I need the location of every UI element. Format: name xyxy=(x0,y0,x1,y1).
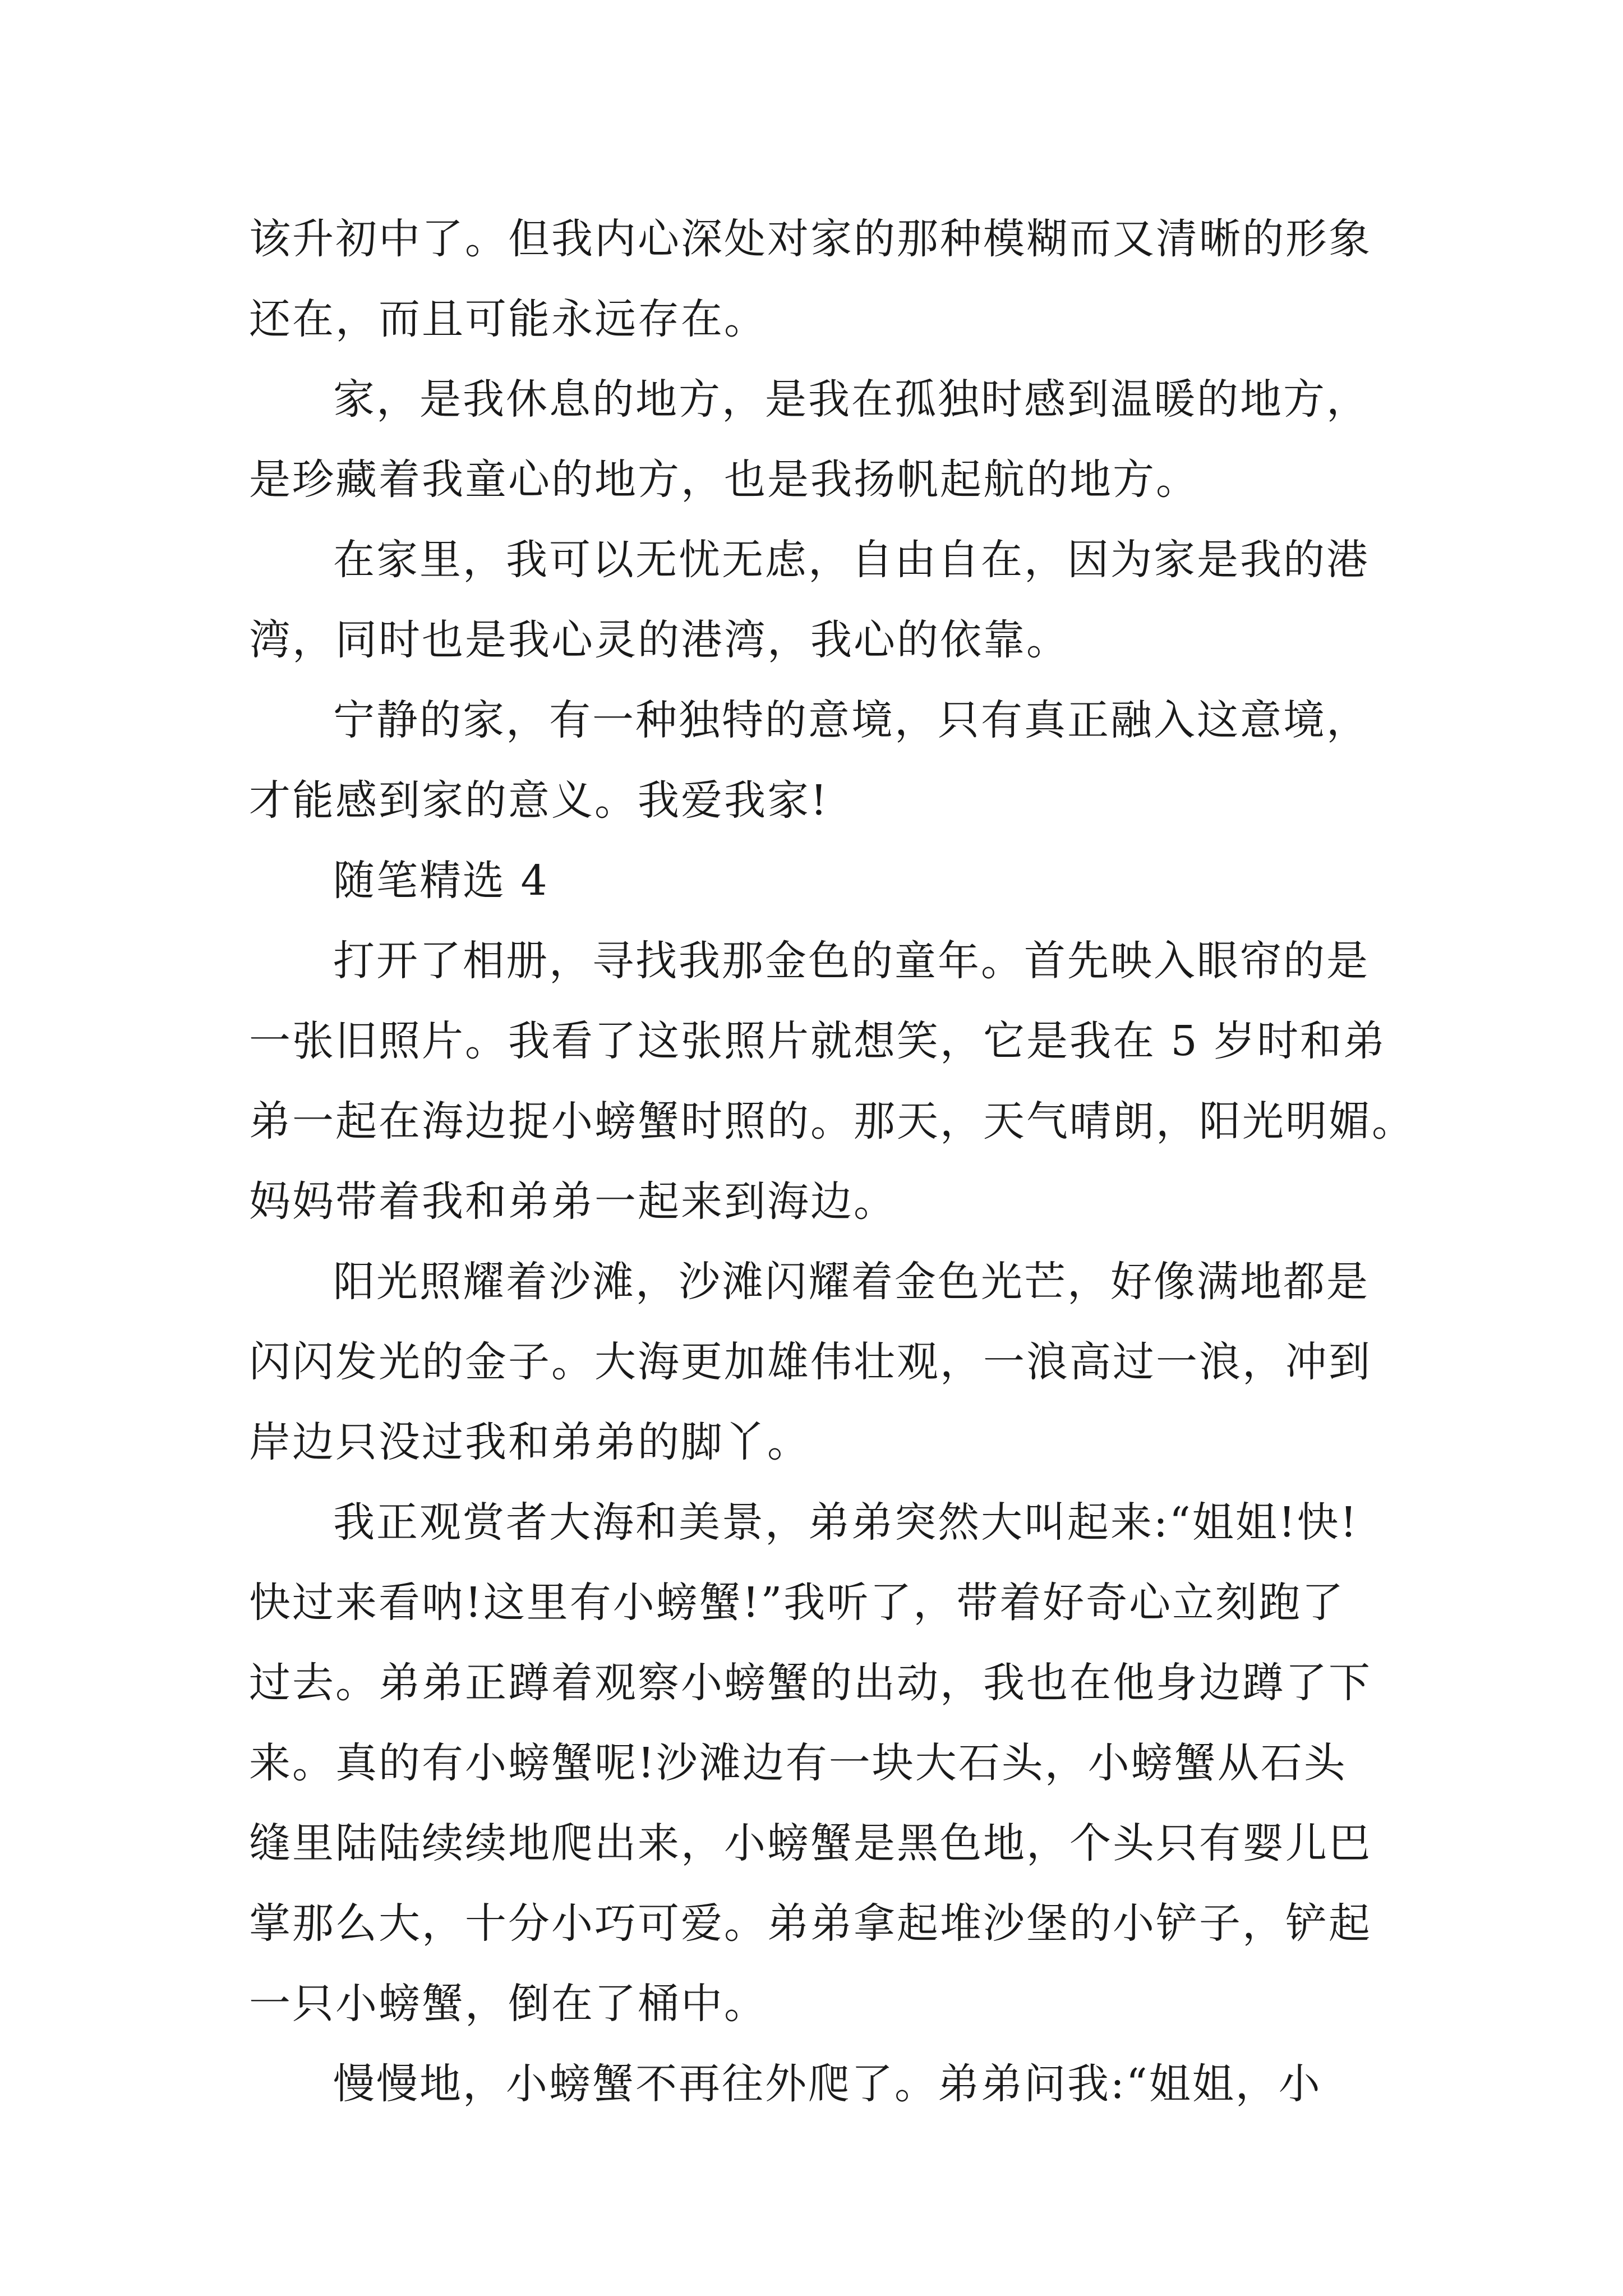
text-line: 是珍藏着我童心的地方，也是我扬帆起航的地方。 xyxy=(249,455,1199,504)
text-line: 还在，而且可能永远存在。 xyxy=(249,295,767,343)
text-line: 一张旧照片。我看了这张照片就想笑，它是我在 5 岁时和弟 xyxy=(249,1017,1387,1065)
text-line: 缝里陆陆续续地爬出来，小螃蟹是黑色地，个头只有婴儿巴 xyxy=(249,1819,1372,1867)
text-line: 才能感到家的意义。我爱我家! xyxy=(249,776,829,825)
text-line: 妈妈带着我和弟弟一起来到海边。 xyxy=(249,1177,897,1226)
section-heading: 随笔精选 4 xyxy=(333,857,549,905)
paragraph-start-line: 家，是我休息的地方，是我在孤独时感到温暖的地方， xyxy=(333,375,1370,424)
paragraph-start-line: 打开了相册，寻找我那金色的童年。首先映入眼帘的是 xyxy=(333,937,1370,985)
text-line: 一只小螃蟹，倒在了桶中。 xyxy=(249,1980,767,2028)
document-body xyxy=(249,199,1415,2124)
text-line: 快过来看呐!这里有小螃蟹!”我听了，带着好奇心立刻跑了 xyxy=(249,1579,1345,1627)
paragraph-start-line: 慢慢地，小螃蟹不再往外爬了。弟弟问我:“姐姐，小 xyxy=(333,2060,1322,2108)
text-line: 该升初中了。但我内心深处对家的那种模糊而又清晰的形象 xyxy=(249,215,1372,263)
text-line: 岸边只没过我和弟弟的脚丫。 xyxy=(249,1418,810,1466)
paragraph-start-line: 我正观赏者大海和美景，弟弟突然大叫起来:“姐姐!快! xyxy=(333,1498,1359,1547)
paragraph-start-line: 在家里，我可以无忧无虑，自由自在，因为家是我的港 xyxy=(333,536,1370,584)
paragraph-start-line: 宁静的家，有一种独特的意境，只有真正融入这意境， xyxy=(333,696,1370,744)
text-line: 过去。弟弟正蹲着观察小螃蟹的出动，我也在他身边蹲了下 xyxy=(249,1659,1372,1707)
text-line: 来。真的有小螃蟹呢!沙滩边有一块大石头，小螃蟹从石头 xyxy=(249,1739,1347,1787)
text-line: 掌那么大，十分小巧可爱。弟弟拿起堆沙堡的小铲子，铲起 xyxy=(249,1899,1372,1948)
paragraph-start-line: 阳光照耀着沙滩，沙滩闪耀着金色光芒，好像满地都是 xyxy=(333,1258,1370,1306)
text-line: 闪闪发光的金子。大海更加雄伟壮观，一浪高过一浪，冲到 xyxy=(249,1338,1372,1386)
text-line: 湾，同时也是我心灵的港湾，我心的依靠。 xyxy=(249,616,1069,664)
text-line: 弟一起在海边捉小螃蟹时照的。那天，天气晴朗，阳光明媚。 xyxy=(249,1097,1415,1145)
